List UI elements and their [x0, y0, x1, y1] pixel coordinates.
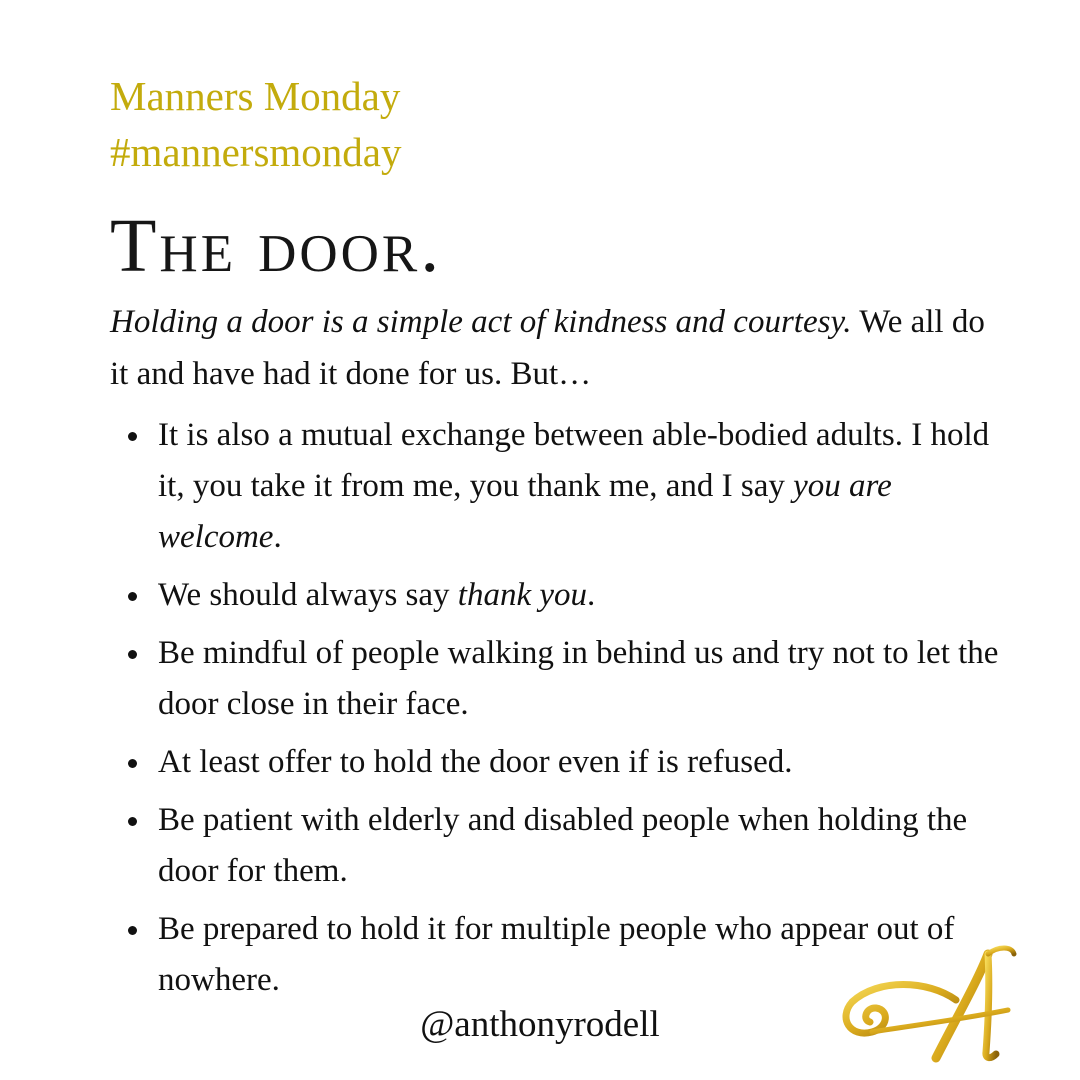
bullet-italic-text: thank you: [457, 577, 588, 613]
bullet-dot-icon: [128, 592, 137, 601]
intro-italic: Holding a door is a simple act of kindness and courtesy.: [110, 304, 852, 340]
page-title: The door.: [110, 204, 443, 288]
bullet-text: Be patient with elderly and disabled people when holding the door for them.: [158, 802, 968, 889]
gold-script-a-monogram-icon: [838, 940, 1023, 1065]
series-name: Manners Monday: [110, 73, 401, 119]
bullet-text: It is also a mutual exchange between able-bodied adults. I hold it, you take it from me, you thank me, and I say: [158, 417, 990, 504]
bullet-dot-icon: [128, 926, 137, 935]
bullet-dot-icon: [128, 650, 137, 659]
bullet-item: [110, 795, 1020, 897]
bullet-list: [110, 410, 1020, 1013]
bullet-text: .: [587, 577, 596, 613]
hashtag: #mannersmonday: [110, 129, 402, 175]
bullet-text: .: [273, 519, 282, 555]
social-handle: @anthonyrodell: [420, 1004, 660, 1045]
bullet-dot-icon: [128, 817, 137, 826]
bullet-text: We should always say: [158, 577, 458, 613]
bullet-italic-text: you are welcome: [158, 468, 892, 555]
bullet-item: [110, 410, 1020, 563]
bullet-text: Be prepared to hold it for multiple people who appear out of nowhere.: [158, 911, 955, 998]
bullet-item: [110, 628, 1020, 730]
series-header: [110, 68, 401, 180]
bullet-text: Be mindful of people walking in behind us and try not to let the door close in their face.: [158, 635, 999, 722]
bullet-text: At least offer to hold the door even if is refused.: [158, 744, 793, 780]
intro-rest: We all do it and have had it done for us. But…: [110, 304, 985, 392]
bullet-item: [110, 737, 1020, 788]
bullet-dot-icon: [128, 759, 137, 768]
intro-paragraph: [110, 296, 1010, 400]
bullet-item: [110, 570, 1020, 621]
bullet-dot-icon: [128, 432, 137, 441]
